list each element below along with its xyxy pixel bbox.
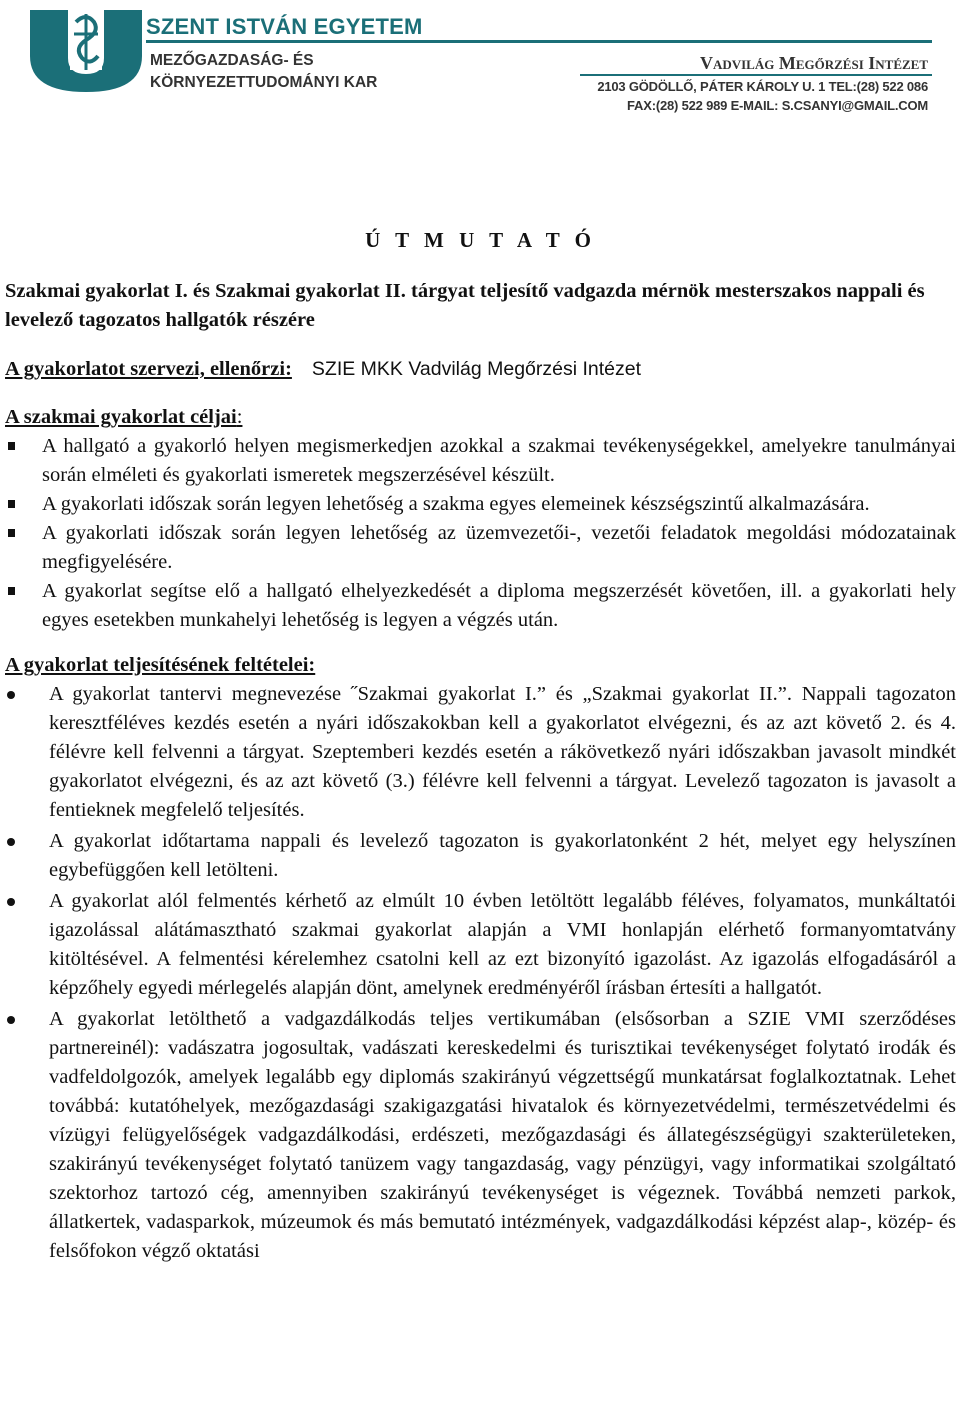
goals-heading-text: A szakmai gyakorlat céljai	[5, 406, 237, 428]
conditions-heading: A gyakorlat teljesítésének feltételei:	[5, 654, 316, 676]
condition-item: A gyakorlat alól felmentés kérhető az elmúlt 10 évben letöltött legalább féléves, folyamatos, munkáltatói igazolással alátámasztható szakmai gyakorlat alapján a VMI honlapján elérhető formanyomtatvány kitöltésével. A felmentési kérelemhez csatolni kell az ezt bizonyító igazolást. Az igazolás elfogadásáról a képzőhely egyedi mérlegelés alapján dönt, amelynek eredményéről írásban értesíti a hallgatót.	[5, 887, 956, 1003]
faculty-line-2: KÖRNYEZETTUDOMÁNYI KAR	[150, 74, 378, 91]
document-body	[5, 226, 956, 1268]
goals-list	[5, 432, 956, 635]
university-name: SZENT ISTVÁN EGYETEM	[146, 14, 423, 39]
header-rule-top	[146, 40, 932, 43]
goal-item: A gyakorlati időszak során legyen lehetőség a szakma egyes elemeinek készségszintű alkalmazására.	[5, 490, 956, 519]
condition-item: A gyakorlat letölthető a vadgazdálkodás teljes vertikumában (elsősorban a SZIE VMI szerződéses partnereinél): vadászatra jogosultak, vadászati kereskedelmi és turisztikai tevékenységet folytató irodák és vadfeldolgozók, amelyek legalább egy diplomás szakirányú végzettségű munkatársat foglalkoztatnak. Lehet továbbá: kutatóhelyek, mezőgazdasági szakigazgatási hivatalok és környezetvédelmi, természetvédelmi és vízügyi felügyelőségek vadgazdálkodási, erdészeti, mezőgazdasági és állategészségügyi szakterületeken, szakirányú tevékenységet folytató tanüzem vagy tangazdaság, vagy pénzügyi, vagy informatikai szolgáltató szektorhoz tartozó cég, amennyiben szakirányú tevékenységet is végeznek. Továbbá nemzeti parkok, állatkertek, vadasparkok, múzeumok és más bemutató intézmények, vadgazdálkodási képzést alap-, közép- és felsőfokon végző oktatási	[5, 1005, 956, 1266]
condition-item: A gyakorlat tantervi megnevezése ˝Szakmai gyakorlat I.” és „Szakmai gyakorlat II.”. Nappali tagozaton keresztféléves kezdés esetén a nyári időszakokban kell a gyakorlatot elvégezni, és az azt követő 2. és 4. félévre kell felvenni a tárgyat. Szeptemberi kezdés esetén a rákövetkező nyári időszakban javasolt mindkét gyakorlatot elvégezni, és az azt követő (3.) félévre kell felvenni a tárgyat. Levelező tagozaton is javasolt a fentieknek megfelelő teljesítés.	[5, 680, 956, 825]
goals-heading: A szakmai gyakorlat céljai:	[5, 406, 243, 428]
address-line-2: FAX:(28) 522 989 E-MAIL: S.CSANYI@GMAIL.COM	[627, 98, 928, 113]
document-subject: Szakmai gyakorlat I. és Szakmai gyakorlat II. tárgyat teljesítő vadgazda mérnök mesterszakos nappali és levelező tagozatos hallgatók részére	[5, 280, 925, 331]
goal-item: A gyakorlati időszak során legyen lehetőség az üzemvezetői-, vezetői feladatok megoldási módozatainak megfigyelésére.	[5, 519, 956, 577]
document-title: Ú T M U T A T Ó	[365, 228, 596, 252]
organizer-label: A gyakorlatot szervezi, ellenőrzi:	[5, 358, 292, 380]
organizer-line	[5, 355, 956, 384]
faculty-line-1: MEZŐGAZDASÁG- ÉS	[150, 52, 314, 69]
conditions-list	[5, 680, 956, 1266]
organizer-value: SZIE MKK Vadvilág Megőrzési Intézet	[311, 358, 642, 380]
goal-item: A hallgató a gyakorló helyen megismerkedjen azokkal a szakmai tevékenységekkel, amelyekre tanulmányai során elméleti és gyakorlati ismeretek megszerzésével készült.	[5, 432, 956, 490]
letterhead	[0, 0, 960, 120]
institute-address	[597, 77, 928, 115]
address-line-1: 2103 GÖDÖLLŐ, PÁTER KÁROLY U. 1 TEL:(28) 522 086	[597, 79, 928, 94]
university-logo	[28, 8, 144, 94]
condition-item: A gyakorlat időtartama nappali és levelező tagozaton is gyakorlatonként 2 hét, melyet egy helyszínen egybefüggően kell letölteni.	[5, 827, 956, 885]
institute-name: Vadvilág Megőrzési Intézet	[699, 53, 928, 73]
faculty-name	[150, 50, 377, 94]
header-rule-bottom	[580, 74, 932, 76]
goal-item: A gyakorlat segítse elő a hallgató elhelyezkedését a diploma megszerzését követően, ill. a gyakorlati hely egyes esetekben munkahelyi lehetőség is legyen a végzés után.	[5, 577, 956, 635]
